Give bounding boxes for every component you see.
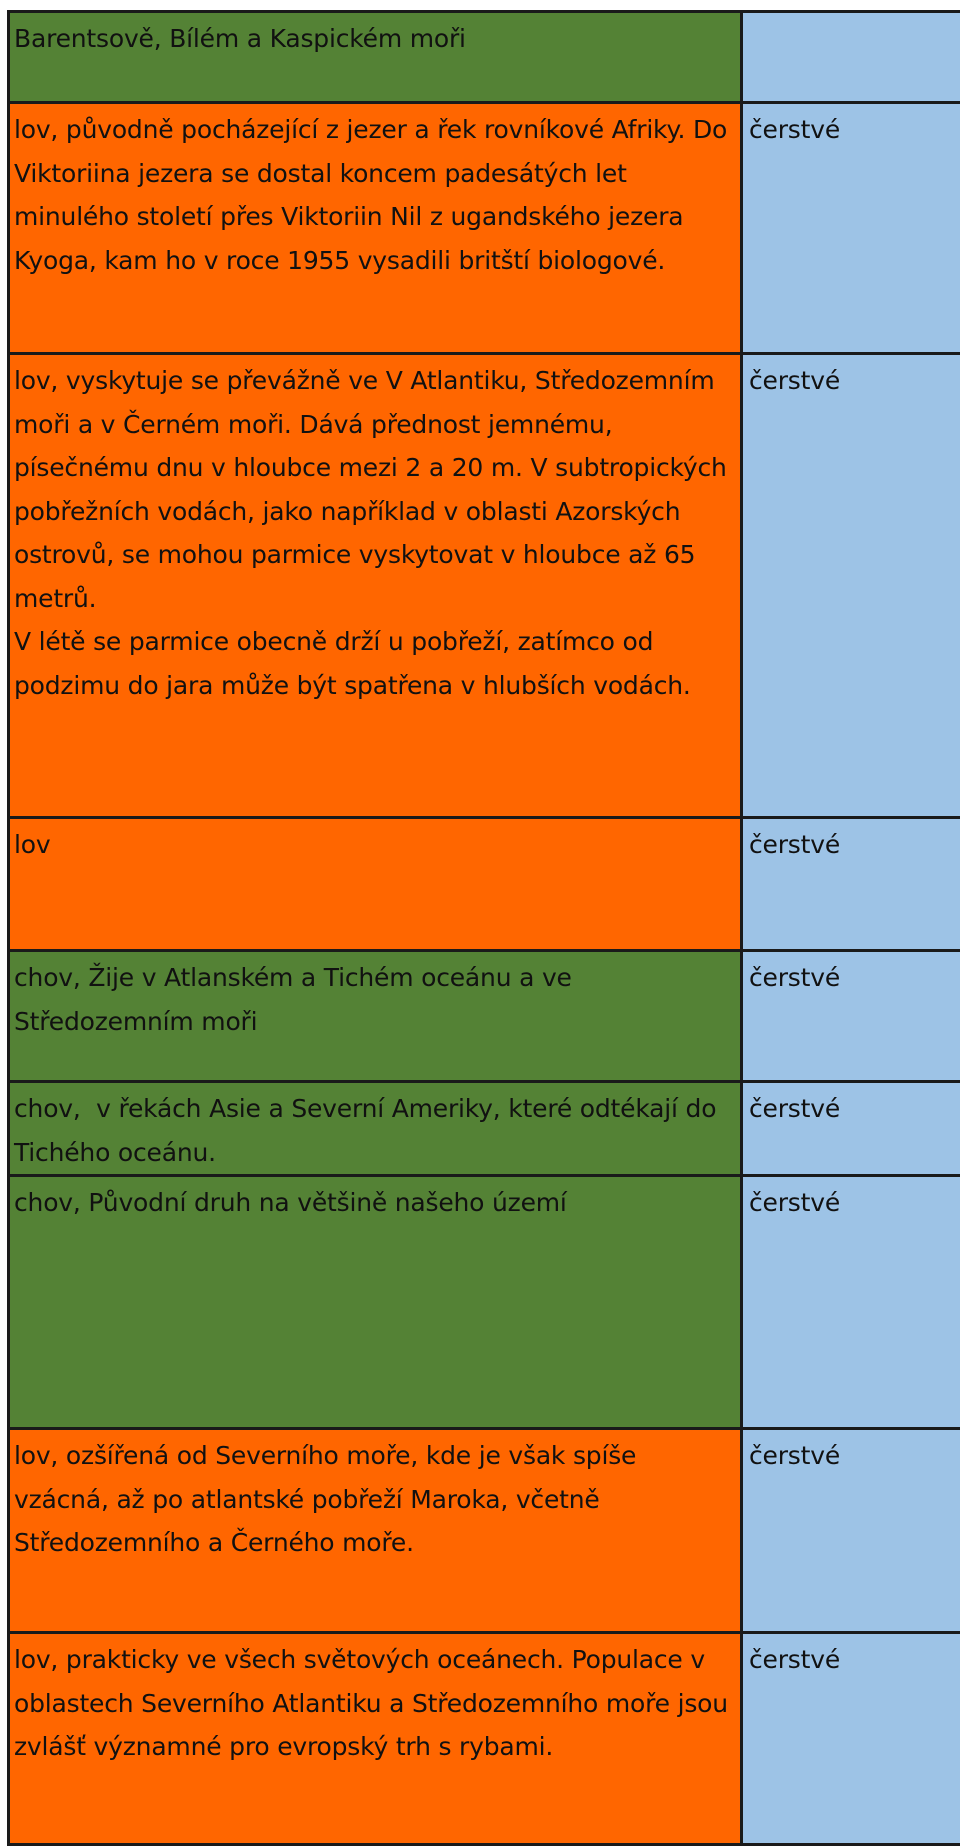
description-cell[interactable] [9,1176,742,1429]
state-cell[interactable] [742,1082,960,1176]
description-text: Barentsově, Bílém a Kaspickém moři [14,24,466,53]
state-cell[interactable] [742,818,960,951]
state-text: čerstvé [749,1094,840,1123]
state-text: čerstvé [749,963,840,992]
state-text: čerstvé [749,1441,840,1470]
table-body [9,12,960,1845]
table-row [9,354,960,818]
table-row [9,818,960,951]
description-cell[interactable] [9,1082,742,1176]
description-cell[interactable] [9,951,742,1082]
state-cell[interactable] [742,12,960,103]
description-text: chov, Žije v Atlanském a Tichém oceánu a ve Středozemním moři [14,963,579,1036]
state-cell[interactable] [742,951,960,1082]
description-text: chov, v řekách Asie a Severní Ameriky, které odtékají do Tichého oceánu. [14,1094,724,1167]
state-cell[interactable] [742,1633,960,1845]
description-text: chov, Původní druh na většině našeho území [14,1188,567,1217]
table-row [9,1176,960,1429]
description-cell[interactable] [9,103,742,354]
description-text: lov, prakticky ve všech světových oceánech. Populace v oblastech Severního Atlantiku a Středozemního moře jsou zvlášť významné pro evropský trh s rybami. [14,1645,736,1761]
description-cell[interactable] [9,354,742,818]
state-cell[interactable] [742,1176,960,1429]
description-cell[interactable] [9,1633,742,1845]
table-row [9,12,960,103]
description-text: lov [14,830,50,859]
state-text: čerstvé [749,115,840,144]
state-text: čerstvé [749,830,840,859]
description-cell[interactable] [9,12,742,103]
table-row [9,951,960,1082]
state-cell[interactable] [742,103,960,354]
description-text: lov, vyskytuje se převážně ve V Atlantiku, Středozemním moři a v Černém moři. Dává přednost jemnému, písečnému dnu v hloubce mezi 2 a 20 m. V subtropických pobřežních vodách, jako například v oblasti Azorských ostrovů, se mohou parmice vyskytovat v hloubce až 65 metrů. V létě se parmice obecně drží u pobřeží, zatímco od podzimu do jara může být spatřena v hlubších vodách. [14,366,734,700]
description-text: lov, ozšířená od Severního moře, kde je však spíše vzácná, až po atlantské pobřeží Maroka, včetně Středozemního a Černého moře. [14,1441,644,1557]
state-text: čerstvé [749,1645,840,1674]
state-cell[interactable] [742,1429,960,1633]
table-row [9,1082,960,1176]
state-cell[interactable] [742,354,960,818]
description-cell[interactable] [9,818,742,951]
table-row [9,103,960,354]
state-text: čerstvé [749,366,840,395]
spreadsheet-table [7,10,960,1846]
table-row [9,1633,960,1845]
state-text: čerstvé [749,1188,840,1217]
description-cell[interactable] [9,1429,742,1633]
description-text: lov, původně pocházející z jezer a řek rovníkové Afriky. Do Viktoriina jezera se dostal koncem padesátých let minulého století přes Viktoriin Nil z ugandského jezera Kyoga, kam ho v roce 1955 vysadili britští biologové. [14,115,735,275]
table-row [9,1429,960,1633]
